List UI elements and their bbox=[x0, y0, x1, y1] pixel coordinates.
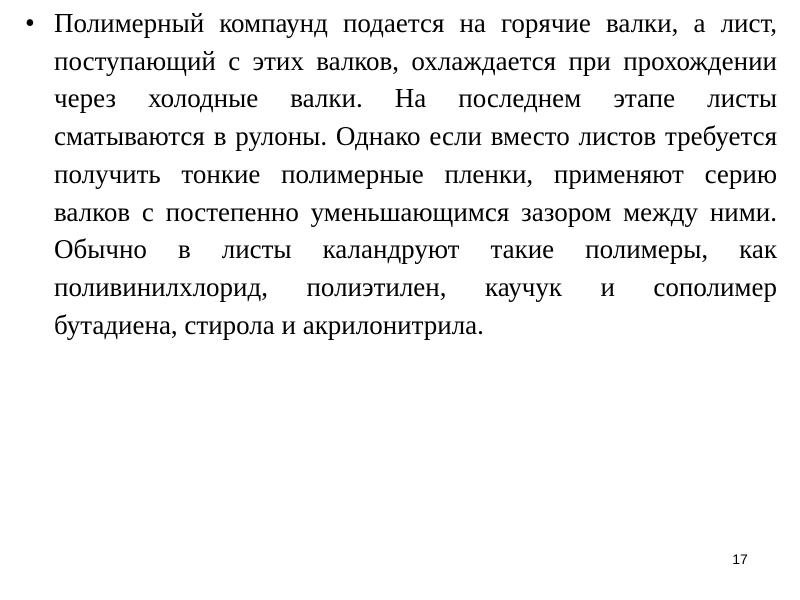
page-number: 17 bbox=[732, 551, 748, 567]
bullet-paragraph: Полимерный компаунд подается на горячие валки, а лист, поступающий с этих валков, охлаждается при прохождении через холодные валки. На последнем этапе листы сматываются в рулоны. Однако если вместо листов требуется получить тонкие полимерные пленки, применяют серию валков с постепенно уменьшающимся зазором между ними. Обычно в листы каландруют такие полимеры, как поливинилхлорид, полиэтилен, каучук и сополимер бутадиена, стирола и акрилонитрила. bbox=[54, 8, 777, 340]
bullet-icon: • bbox=[25, 8, 35, 39]
bullet-item bbox=[25, 5, 777, 344]
